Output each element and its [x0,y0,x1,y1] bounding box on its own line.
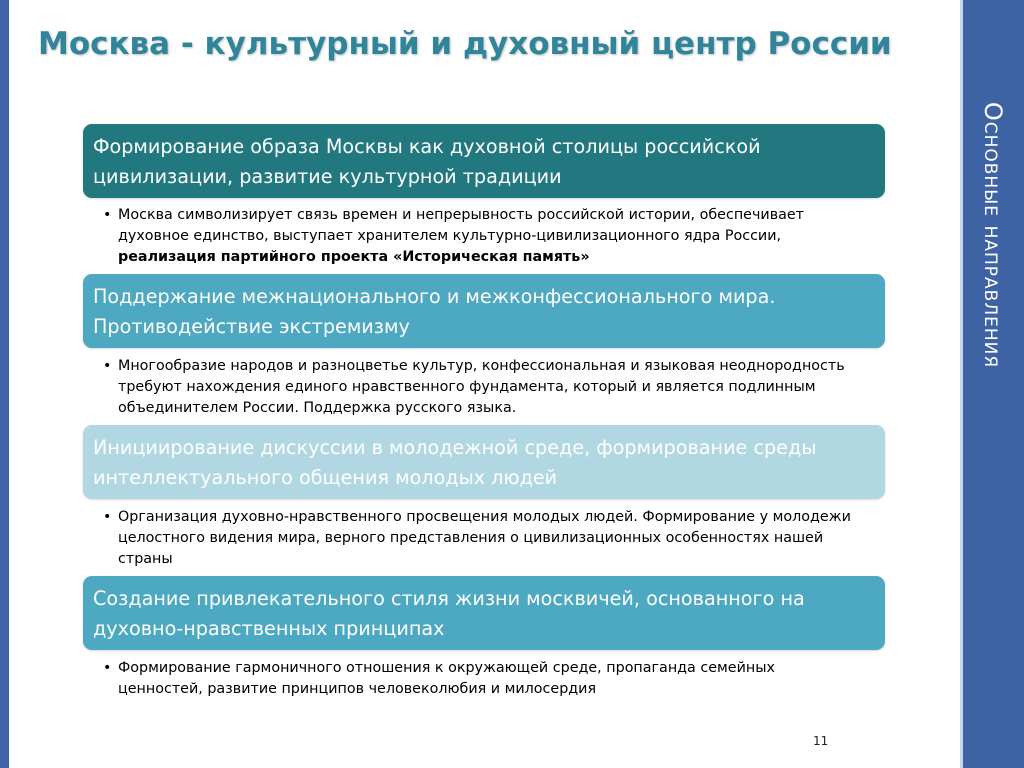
direction-bullet-4 [101,658,861,700]
bullet-bold-text: реализация партийного проекта «Историческая память» [118,249,590,265]
direction-bullet-1 [101,205,861,268]
bullet-text: Многообразие народов и разноцветье культур, конфессиональная и языковая неоднородность требуют нахождения единого нравственного фундамента, который и является подлинным объединителем России. Поддержка русского языка. [118,358,845,416]
bullet-text: Формирование гармоничного отношения к окружающей среде, пропаганда семейных ценностей, развитие принципов человеколюбия и милосердия [118,660,775,697]
bullet-dot: • [103,660,112,676]
direction-heading-1: Формирование образа Москвы как духовной столицы российской цивилизации, развитие культурной традиции [83,124,885,198]
left-accent-line [0,0,9,768]
slide-title: Москва - культурный и духовный центр России [38,26,892,62]
direction-heading-2: Поддержание межнационального и межконфессионального мира. Противодействие экстремизму [83,274,885,348]
direction-heading-3: Инициирование дискуссии в молодежной среде, формирование среды интеллектуального общения молодых людей [83,425,885,499]
bullet-text: Москва символизирует связь времен и непрерывность российской истории, обеспечивает духовное единство, выступает хранителем культурно-цивилизационного ядра России, [118,207,805,244]
direction-heading-4: Создание привлекательного стиля жизни москвичей, основанного на духовно-нравственных принципах [83,576,885,650]
side-label: Основные направления [979,101,1007,369]
bullet-text: Организация духовно-нравственного просвещения молодых людей. Формирование у молодежи целостного видения мира, верного представления о цивилизационных особенностях нашей страны [118,509,851,567]
bullet-dot: • [103,358,112,374]
bullet-dot: • [103,509,112,525]
page-number: 11 [813,734,829,748]
bullet-dot: • [103,207,112,223]
direction-bullet-3 [101,507,861,570]
direction-bullet-2 [101,356,861,419]
